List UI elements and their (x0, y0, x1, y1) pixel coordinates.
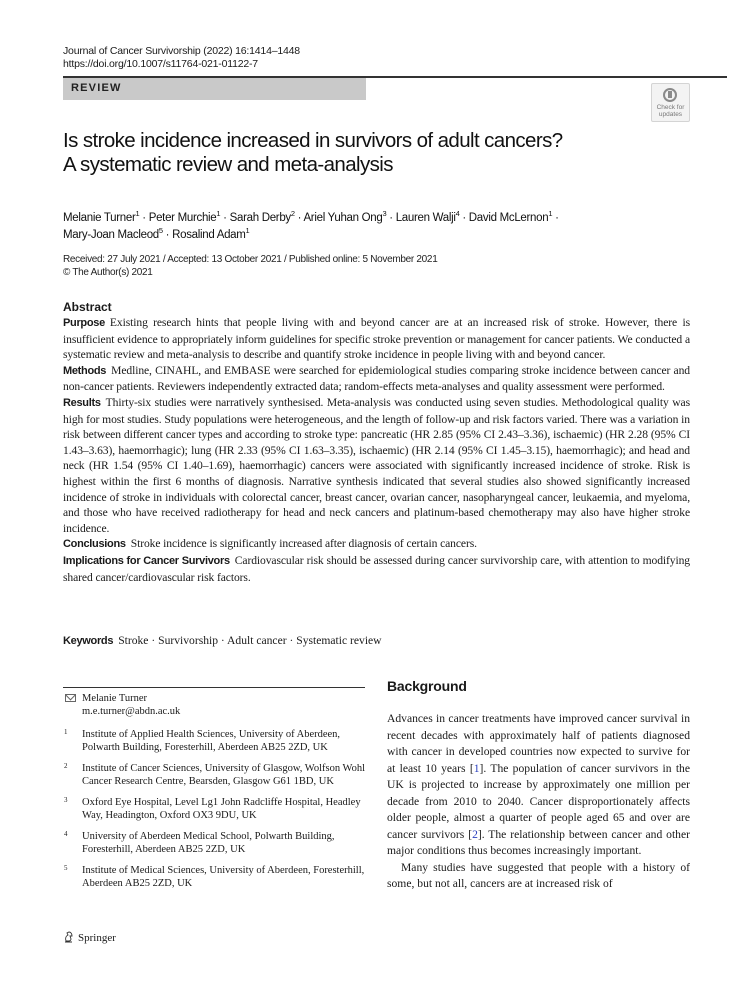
author[interactable]: Lauren Walji$^4$ (395, 209, 460, 224)
article-title: Is stroke incidence increased in survivors of adult cancers? A systematic review and meta-analysis (63, 129, 563, 176)
affiliations (63, 728, 368, 898)
author[interactable]: David McLernon$^1$ (468, 209, 553, 224)
citation-link[interactable]: 1 (473, 761, 480, 775)
copyright: © The Author(s) 2021 (63, 267, 153, 278)
abstract (63, 300, 690, 585)
crossmark-icon (663, 88, 677, 102)
citation-link[interactable]: 2 (472, 827, 478, 841)
corresponding-author: Melanie Turner (82, 693, 148, 704)
article-type-label: REVIEW (71, 82, 122, 94)
author[interactable]: Mary-Joan Macleod$^5$ (63, 226, 163, 241)
affiliation: 4 University of Aberdeen Medical School, Polwarth Building, Foresterhill, Aberdeen AB25 2ZD, UK (64, 830, 335, 855)
history-dates: Received: 27 July 2021 / Accepted: 13 October 2021 / Published online: 5 November 2021 (63, 254, 438, 265)
article-type-banner (63, 78, 366, 100)
background-heading: Background (387, 678, 467, 694)
keywords-list: Stroke · Survivorship · Adult cancer · Systematic review (118, 634, 382, 647)
journal-citation (63, 45, 300, 71)
springer-horse-icon (63, 930, 74, 943)
publisher-footer (63, 930, 116, 944)
corresponding-email[interactable]: m.e.turner@abdn.ac.uk (82, 706, 181, 717)
author[interactable]: Ariel Yuhan Ong$^3$ (303, 209, 387, 224)
background-paragraph: Many studies have suggested that people with a history of some, but not all, cancers are at increased risk of (387, 860, 690, 890)
background-paragraph: Advances in cancer treatments have improved cancer survival in recent decades with approximately half of patients diagnosed with cancer in developed countries now expected to survive for at least 10 years [1]. The population of cancer survivors in the UK is projected to increase by approximately one million per decade from 2010 to 2040. Cancer disproportionately affects older people, almost a quarter of people aged 65 and over are cancer survivors [2]. The relationship between cancer and other major conditions thus becomes increasingly important. (387, 712, 690, 857)
abstract-conclusions: Conclusions Stroke incidence is significantly increased after diagnosis of certain cancers. (63, 537, 477, 551)
publication-dates (63, 253, 437, 279)
abstract-results: Results Thirty-six studies were narratively synthesised. Meta-analysis was conducted using seven studies. Methodological quality was high for most studies. Study populations were heterogeneous, and the length of follow-up and risk factors varied. There was a variation in risk between different cancer types and according to stroke type: pancreatic (HR 2.85 (95% CI 2.43–3.36), ischaemic) (HR 2.28 (95% CI 1.43–3.63), haemorrhagic); lung (HR 2.33 (95% CI 1.63–3.35), ischaemic) (HR 2.14 (95% CI 1.45–3.15), haemorrhagic); and head and neck (HR 1.54 (95% CI 1.40–1.69), haemorrhagic) cancers were associated with significantly increased incidence of stroke. Risk is highest within the first 6 months of diagnosis. Narrative synthesis indicated that several studies also showed significantly increased incidence of stroke in individuals with colorectal cancer, breast cancer, ovarian cancer, nasopharyngeal cancer, leukaemia, and myeloma, and those who have received radiotherapy for head and neck cancers and platinum-based chemotherapy may also have higher stroke incidence. (63, 395, 690, 535)
keywords-label: Keywords (63, 635, 114, 647)
journal-line: Journal of Cancer Survivorship (2022) 16:1414–1448 (63, 45, 300, 57)
abstract-heading: Abstract (63, 300, 112, 314)
author[interactable]: Melanie Turner$^1$ (63, 209, 140, 224)
abstract-methods: Methods Medline, CINAHL, and EMBASE were searched for epidemiological studies comparing stroke incidence between cancer and non-cancer patients. Reviewers independently extracted data; random-effects meta-analyses and quality assessment were performed. (63, 363, 690, 394)
affiliation: 1 Institute of Applied Health Sciences, University of Aberdeen, Polwarth Building, Foresterhill, Aberdeen AB25 2ZD, UK (64, 728, 341, 753)
keywords (63, 633, 382, 649)
abstract-implications: Implications for Cancer Survivors Cardiovascular risk should be assessed during cancer survivorship care, with attention to modifying shared cancer/cardiovascular risk factors. (63, 553, 691, 584)
affiliation: 5 Institute of Medical Sciences, University of Aberdeen, Foresterhill, Aberdeen AB25 2ZD, UK (64, 864, 365, 889)
publisher-name: Springer (78, 932, 116, 944)
author[interactable]: Rosalind Adam$^1$ (172, 226, 250, 241)
affiliation: 3 Oxford Eye Hospital, Level Lg1 John Radcliffe Hospital, Headley Way, Headington, Oxford OX3 9DU, UK (64, 796, 361, 821)
check-for-updates-button[interactable] (651, 83, 690, 122)
author[interactable]: Peter Murchie$^1$ (148, 209, 221, 224)
crossmark-label: Check for updates (656, 104, 685, 118)
affiliation: 2 Institute of Cancer Sciences, University of Glasgow, Wolfson Wohl Cancer Research Centre, Bearsden, Glasgow G61 1BD, UK (64, 762, 366, 787)
author[interactable]: Sarah Derby$^2$ (229, 209, 295, 224)
envelope-icon (65, 694, 76, 702)
author-list: Melanie Turner$^1$ · Peter Murchie$^1$ · Sarah Derby$^2$ · Ariel Yuhan Ong$^3$ · Lauren Walji$^4$ · David McLernon$^1$ · Mary-Joan Macleod$^5$ · Rosalind Adam$^1$ (63, 209, 559, 241)
background-body (387, 711, 690, 893)
abstract-purpose: Purpose Existing research hints that people living with and beyond cancer are at an increased risk of stroke. However, there is insufficient evidence to appropriately inform guidelines for specific stroke prevention or management for cancer patients. We conducted a systematic review and meta-analysis to describe and quantify stroke incidence in people living with and beyond cancer. (63, 316, 690, 362)
footnote-rule (63, 687, 365, 688)
doi-link[interactable]: https://doi.org/10.1007/s11764-021-01122-7 (63, 58, 258, 70)
